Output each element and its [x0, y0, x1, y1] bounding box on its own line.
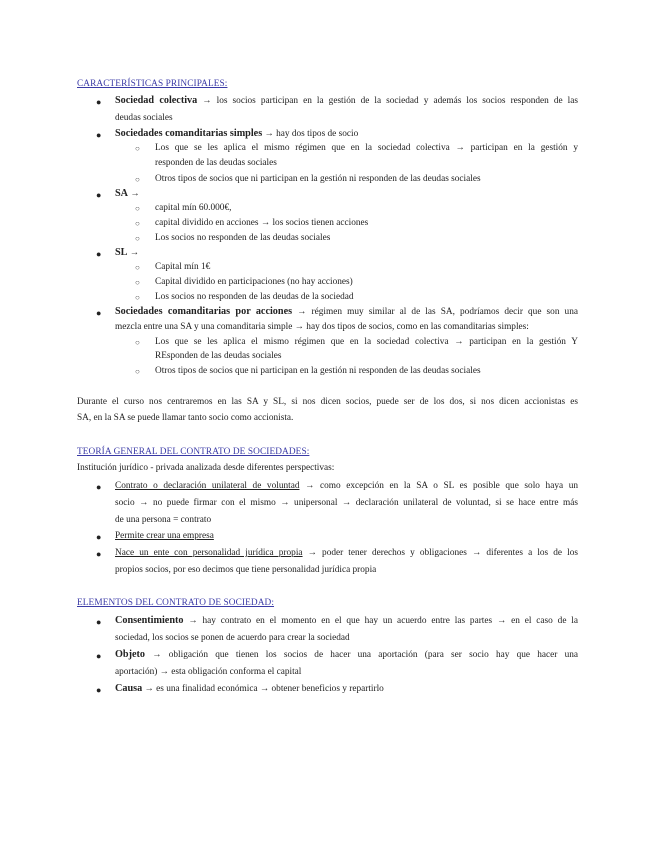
sub-item: capital mín 60.000€,: [155, 203, 232, 213]
sub-item-cont: REsponden de las deudas sociales: [155, 351, 282, 361]
sub-item: Los socios no responden de las deudas de la sociedad: [155, 292, 354, 302]
item-objeto-cont: aportación) → esta obligación conforma el capital: [115, 667, 302, 677]
intro-text: Institución jurídico - privada analizada desde diferentes perspectivas:: [77, 463, 335, 473]
item-objeto: Objeto → obligación que tienen los socios de hacer una aportación (para ser socio hay que hacer una: [115, 649, 578, 660]
section-heading-elementos: ELEMENTOS DEL CONTRATO DE SOCIEDAD:: [77, 598, 275, 608]
circle-bullet-icon: ○: [135, 338, 140, 347]
circle-bullet-icon: ○: [135, 204, 140, 213]
sub-item: capital dividido en acciones → los socios tienen acciones: [155, 218, 369, 228]
circle-bullet-icon: ○: [135, 219, 140, 228]
circle-bullet-icon: ○: [135, 234, 140, 243]
bullet-icon: ●: [96, 482, 102, 492]
sub-item: Otros tipos de socios que ni participan en la gestión ni responden de las deudas sociales: [155, 174, 481, 184]
item-colectiva-cont: deudas sociales: [115, 113, 173, 123]
sub-item: Los socios no responden de las deudas sociales: [155, 233, 331, 243]
paragraph: Durante el curso nos centraremos en las SA y SL, si nos dicen socios, puede ser de los dos, si nos dicen accionistas es: [77, 397, 578, 407]
item-consentimiento: Consentimiento → hay contrato en el momento en el que hay un acuerdo entre las partes → en el caso de la: [115, 615, 578, 626]
sub-item-cont: responden de las deudas sociales: [155, 158, 277, 168]
circle-bullet-icon: ○: [135, 293, 140, 302]
item-colectiva: Sociedad colectiva → los socios participan en la gestión de la sociedad y además los socios responden de las: [115, 95, 578, 106]
sub-item: Capital mín 1€: [155, 262, 211, 272]
item-contrato: Contrato o declaración unilateral de voluntad → como excepción en la SA o SL es posible que solo haya un: [115, 481, 578, 491]
item-consentimiento-cont: sociedad, los socios se ponen de acuerdo para crear la sociedad: [115, 633, 350, 643]
bullet-icon: ●: [96, 617, 102, 627]
sub-item: Otros tipos de socios que ni participan en la gestión ni responden de las deudas sociales: [155, 366, 481, 376]
item-sl: SL →: [115, 247, 140, 258]
bullet-icon: ●: [96, 130, 102, 140]
bullet-icon: ●: [96, 308, 102, 318]
item-contrato-cont: socio → no puede firmar con el mismo → unipersonal → declaración unilateral de voluntad, si se hace entre más: [115, 498, 578, 508]
item-contrato-cont: de una persona = contrato: [115, 515, 212, 525]
paragraph-cont: SA, en la SA se puede llamar tanto socio como accionista.: [77, 413, 294, 423]
item-ente: Nace un ente con personalidad jurídica propia → poder tener derechos y obligaciones → diferentes a los de los: [115, 548, 578, 558]
circle-bullet-icon: ○: [135, 367, 140, 376]
bullet-icon: ●: [96, 549, 102, 559]
item-acciones: Sociedades comanditarias por acciones → régimen muy similar al de las SA, podríamos decir que son una: [115, 306, 578, 317]
item-ente-cont: propios socios, por eso decimos que tiene personalidad jurídica propia: [115, 565, 377, 575]
bullet-icon: ●: [96, 249, 102, 259]
item-empresa: Permite crear una empresa: [115, 531, 214, 541]
sub-item: Los que se les aplica el mismo régimen que en la sociedad colectiva → participan en la gestión y: [155, 143, 578, 153]
bullet-icon: ●: [96, 685, 102, 695]
section-heading-caracteristicas: CARACTERÍSTICAS PRINCIPALES:: [77, 79, 228, 89]
section-heading-teoria: TEORÍA GENERAL DEL CONTRATO DE SOCIEDADES:: [77, 447, 310, 457]
circle-bullet-icon: ○: [135, 278, 140, 287]
circle-bullet-icon: ○: [135, 263, 140, 272]
circle-bullet-icon: ○: [135, 144, 140, 153]
item-sa: SA →: [115, 188, 140, 199]
bullet-icon: ●: [96, 190, 102, 200]
item-acciones-cont: mezcla entre una SA y una comanditaria simple → hay dos tipos de socios, como en las comanditarias simples:: [115, 322, 529, 332]
sub-item: Los que se les aplica el mismo régimen que en la sociedad colectiva → participan en la gestión Y: [155, 337, 578, 347]
item-simples: Sociedades comanditarias simples → hay dos tipos de socio: [115, 128, 359, 139]
sub-item: Capital dividido en participaciones (no hay acciones): [155, 277, 353, 287]
bullet-icon: ●: [96, 651, 102, 661]
item-causa: Causa → es una finalidad económica → obtener beneficios y repartirlo: [115, 683, 384, 694]
bullet-icon: ●: [96, 97, 102, 107]
bullet-icon: ●: [96, 532, 102, 542]
circle-bullet-icon: ○: [135, 175, 140, 184]
